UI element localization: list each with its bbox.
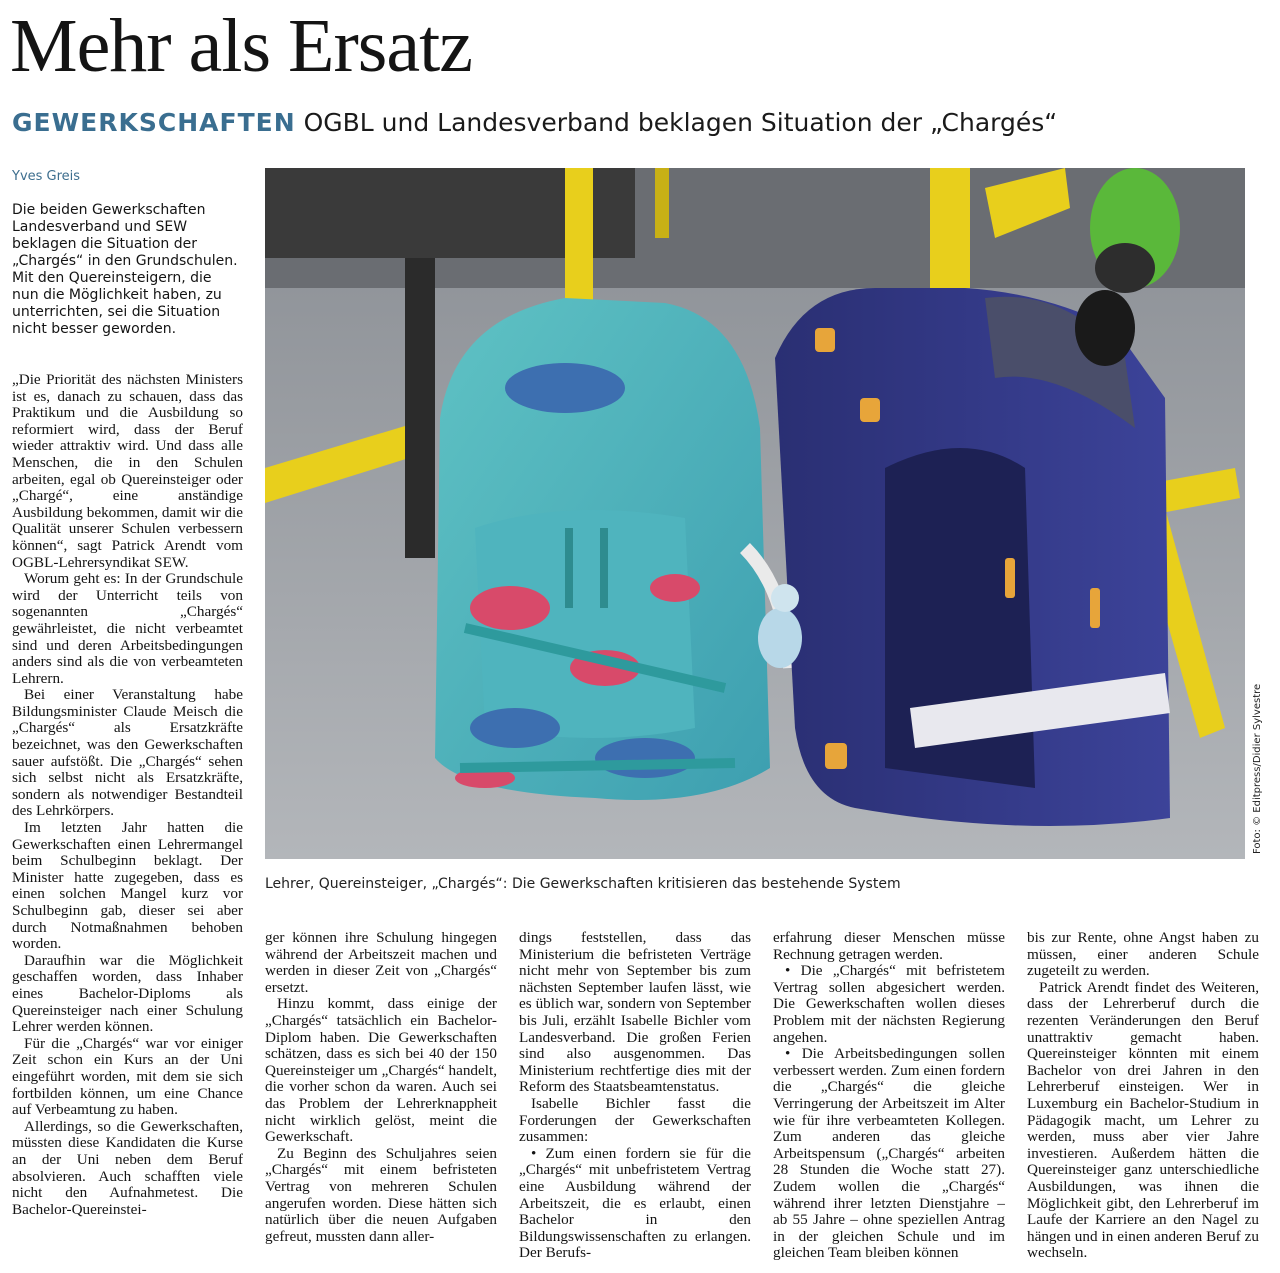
paragraph: Für die „Chargés“ war vor einiger Zeit schon ein Kurs an der Uni eingeführt worden, mit dem sie sich fortbilden können, um eine Chance auf Verbeamtung zu haben.: [12, 1034, 243, 1119]
paragraph: Worum geht es: In der Grundschule wird der Unterricht teils von sogenannten „Chargés“ gewährleistet, die nicht verbeamtet sind und deren Arbeitsbedingungen anders sind als die von verbeamteten Lehrern.: [12, 570, 243, 687]
paragraph: Patrick Arendt findet des Weiteren, dass der Lehrerberuf durch die rezenten Veränderungen den Beruf unattraktiv gemacht haben. Quereinsteiger könnten mit einem Bachelor von drei Jahren in den Lehrerberuf einsteigen. Wer in Luxemburg ein Bachelor-Studium in Pädagogik macht, um Lehrer zu werden, muss aber vier Jahre investieren. Außerdem hätten die Quereinsteiger ganz unterschiedliche Ausbildungen, was ihnen die Möglichkeit gibt, den Lehrerberuf im Laufe der Karriere an den Nagel zu hängen und in einen anderen Beruf zu wechseln.: [1027, 978, 1259, 1262]
paragraph: ger können ihre Schulung hingegen während der Arbeitszeit machen und werden in dieser Zeit von „Chargés“ ersetzt.: [265, 930, 497, 996]
photo-credit: Foto: © Editpress/Didier Sylvestre: [1252, 683, 1263, 854]
article-photo: [265, 168, 1245, 859]
kicker-keyword: GEWERKSCHAFTEN: [12, 108, 296, 137]
photo-caption: Lehrer, Quereinsteiger, „Chargés“: Die Gewerkschaften kritisieren das bestehende System: [265, 876, 901, 892]
paragraph: bis zur Rente, ohne Angst haben zu müssen, einer anderen Schule zugeteilt zu werden.: [1027, 930, 1259, 980]
lead-paragraph: Die beiden Gewerkschaften Landesverband und SEW beklagen die Situation der „Chargés“ in den Grundschulen. Mit den Quereinsteigern, die nun die Möglichkeit haben, zu unterrichten, sei die Situation nicht besser geworden.: [12, 202, 238, 337]
paragraph: Allerdings, so die Gewerkschaften, müssten diese Kandidaten die Kurse an der Uni neben dem Beruf absolvieren. Auch schafften viele nicht den Aufnahmetest. Die Bachelor-Quereinstei-: [12, 1117, 243, 1218]
article-column-1: [12, 372, 243, 1268]
kicker: [12, 106, 1057, 140]
article-column-4: [773, 930, 1005, 1268]
headline: Mehr als Ersatz: [10, 4, 472, 88]
kicker-subtitle: OGBL und Landesverband beklagen Situation der „Chargés“: [303, 108, 1058, 137]
backpacks-photo: [265, 168, 1245, 859]
paragraph: Isabelle Bichler fasst die Forderungen der Gewerkschaften zusammen:: [519, 1094, 751, 1146]
article-column-2: [265, 930, 497, 1268]
paragraph: • Zum einen fordern sie für die „Chargés“ mit unbefristetem Vertrag eine Ausbildung während der Arbeitszeit, die es erlaubt, einen Bachelor in den Bildungswissenschaften zu erlangen. Der Berufs-: [519, 1144, 751, 1262]
paragraph: Daraufhin war die Möglichkeit geschaffen worden, dass Inhaber eines Bachelor-Diploms als Quereinsteiger nach einer Schulung Lehrer werden können.: [12, 951, 243, 1036]
author-byline: Yves Greis: [12, 169, 81, 184]
article-column-3: [519, 930, 751, 1268]
paragraph: Hinzu kommt, dass einige der „Chargés“ tatsächlich ein Bachelor-Diplom haben. Die Gewerkschaften schätzen, dass es sich bei 40 der 150 Quereinsteiger um „Chargés“ handelt, die vorher schon da waren. Auch sei das Problem der Lehrerknappheit nicht wirklich gelöst, meint die Gewerkschaft.: [265, 995, 497, 1146]
paragraph: • Die Arbeitsbedingungen sollen verbessert werden. Zum einen fordern die „Chargés“ die gleiche Verringerung der Arbeitszeit im Alter wie für ihre verbeamteten Kollegen. Zum anderen das gleiche Arbeitspensum („Chargés“ arbeiten 28 Stunden die Woche statt 27). Zudem wollen die „Chargés“ während ihrer letzten Dienstjahre – ab 55 Jahre – ohne speziellen Antrag in der gleichen Schule und im gleichen Team bleiben können: [773, 1045, 1005, 1262]
paragraph: Im letzten Jahr hatten die Gewerkschaften einen Lehrermangel beim Schulbeginn beklagt. Der Minister hatte zugegeben, dass es einen solchen Mangel kurz vor Schulbeginn gab, dieser sei aber durch Notmaßnahmen behoben worden.: [12, 819, 243, 953]
paragraph: Bei einer Veranstaltung habe Bildungsminister Claude Meisch die „Chargés“ als Ersatzkräfte bezeichnet, was den Gewerkschaften sauer aufstößt. Die „Chargés“ sehen sich selbst nicht als Ersatzkräfte, sondern als notwendiger Bestandteil des Lehrkörpers.: [12, 686, 243, 820]
paragraph: • Die „Chargés“ mit befristetem Vertrag sollen abgesichert werden. Die Gewerkschaften wollen dieses Problem mit der nächsten Regierung angehen.: [773, 962, 1005, 1046]
paragraph: „Die Priorität des nächsten Ministers ist es, danach zu schauen, dass das Praktikum und die Ausbildung so reformiert wird, dass der Beruf wieder attraktiv wird. Und dass alle Menschen, die in den Schulen arbeiten, egal ob Quereinsteiger oder „Chargé“, eine anständige Ausbildung bekommen, damit wir die Qualität unserer Schulen verbessern können“, sagt Patrick Arendt vom OGBL-Lehrersyndikat SEW.: [12, 372, 243, 571]
paragraph: Zu Beginn des Schuljahres seien „Chargés“ mit einem befristeten Vertrag von mehreren Schulen angerufen worden. Diese hätten sich natürlich über die neuen Aufgaben gefreut, mussten dann aller-: [265, 1144, 497, 1245]
paragraph: dings feststellen, dass das Ministerium die befristeten Verträge nicht mehr von September bis zum nächsten September laufen lässt, wie es üblich war, sondern von September bis Juli, erzählt Isabelle Bichler vom Landesverband. Die großen Ferien sind also ausgenommen. Das Ministerium rechtfertige dies mit der Reform des Staatsbeamtenstatus.: [519, 930, 751, 1096]
paragraph: erfahrung dieser Menschen müsse Rechnung getragen werden.: [773, 930, 1005, 963]
article-column-5: [1027, 930, 1259, 1268]
